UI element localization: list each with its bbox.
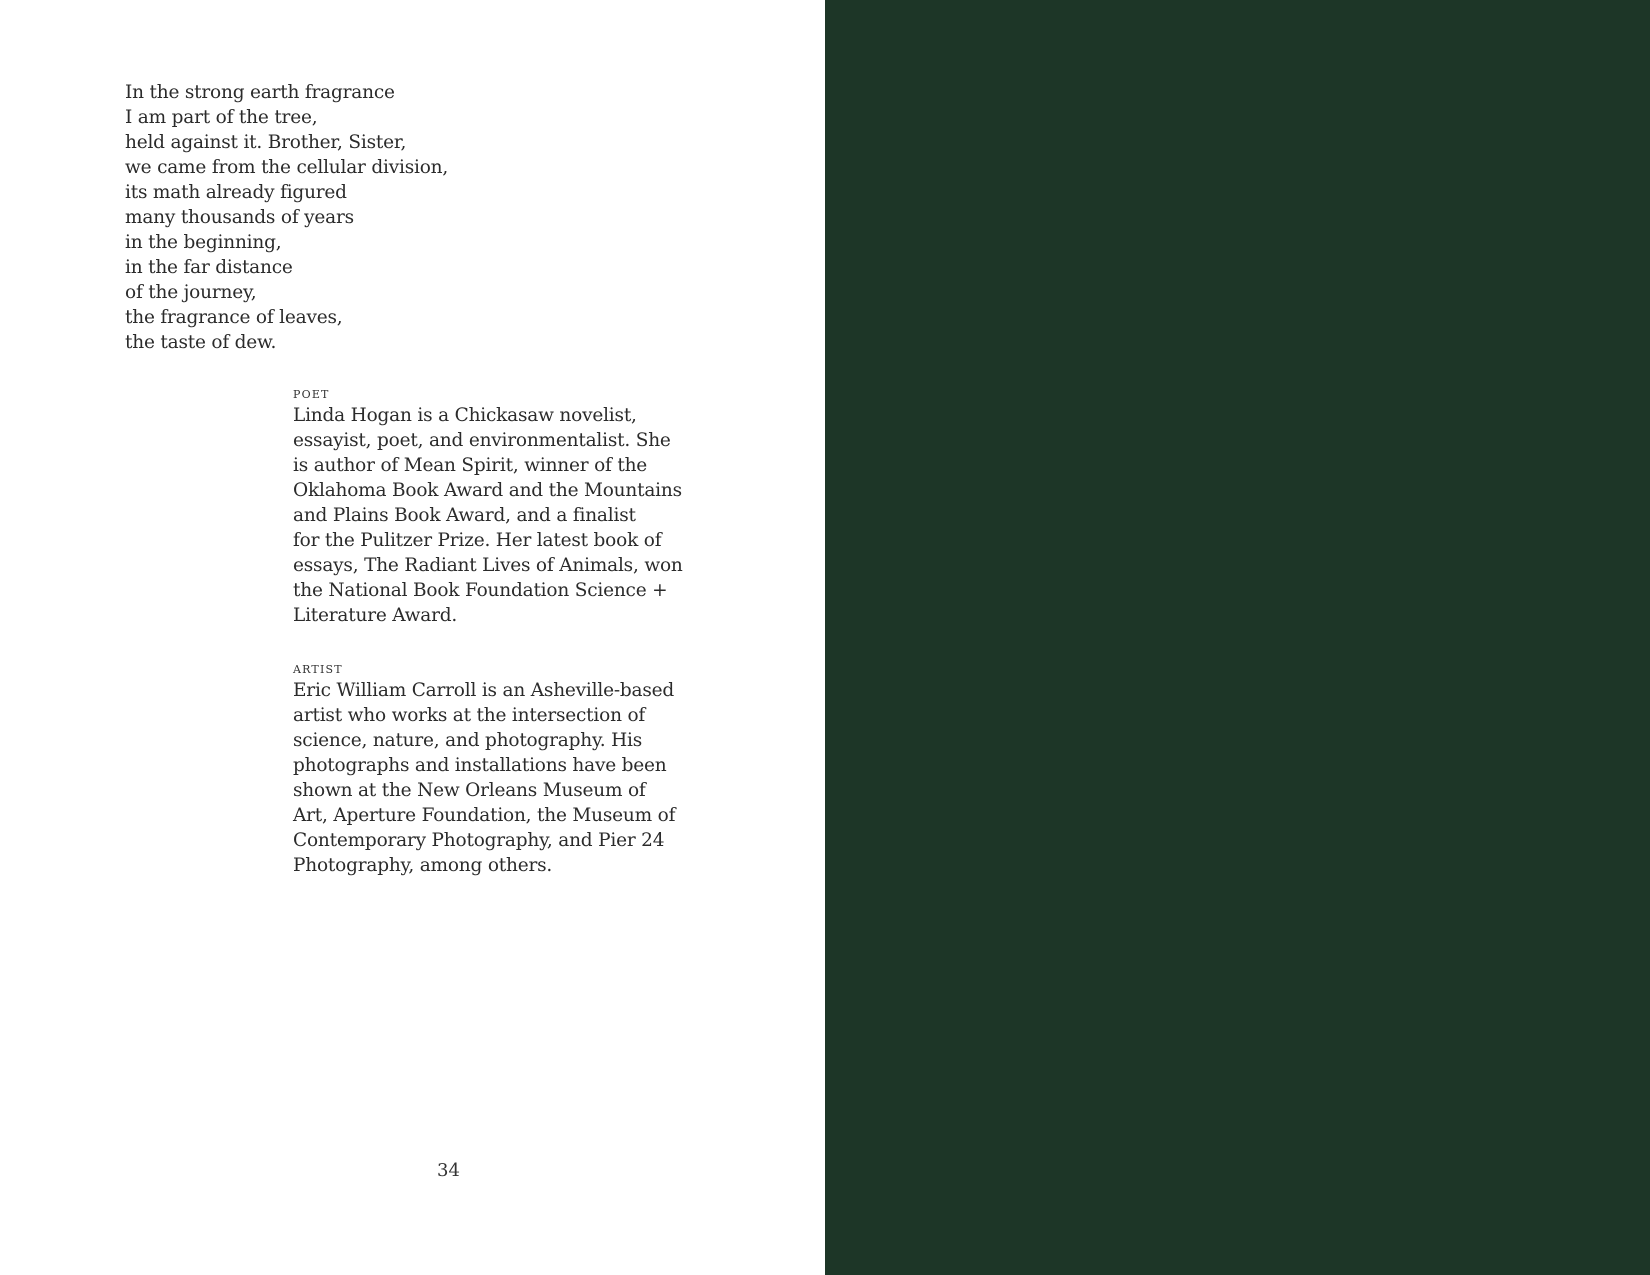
artist-bio-line: shown at the New Orleans Museum of [293, 780, 646, 801]
poet-bio-line: is author of Mean Spirit, winner of the [293, 455, 648, 476]
poem-line: In the strong earth fragrance [125, 82, 395, 103]
poet-heading: poet [293, 384, 330, 402]
artist-bio-line: Art, Aperture Foundation, the Museum of [293, 805, 676, 826]
poem-line: we came from the cellular division, [125, 157, 449, 178]
poet-bio-line: for the Pulitzer Prize. Her latest book of [293, 530, 662, 551]
poet-bio-line: essays, The Radiant Lives of Animals, won [293, 555, 683, 576]
poet-bio-line: Linda Hogan is a Chickasaw novelist, [293, 405, 637, 426]
poet-bio-line: Oklahoma Book Award and the Mountains [293, 480, 682, 501]
poet-bio-line: essayist, poet, and environmentalist. She [293, 430, 671, 451]
poet-bio-line: and Plains Book Award, and a finalist [293, 505, 636, 526]
poem-line: many thousands of years [125, 207, 354, 228]
artist-bio-line: photographs and installations have been [293, 755, 667, 776]
poet-bio [293, 383, 713, 628]
artist-bio-line: Contemporary Photography, and Pier 24 [293, 830, 665, 851]
poem [125, 80, 448, 355]
poem-line: held against it. Brother, Sister, [125, 132, 407, 153]
page-number: 34 [437, 1160, 460, 1181]
poem-line: the fragrance of leaves, [125, 307, 343, 328]
poem-line: of the journey, [125, 282, 257, 303]
artist-heading: artist [293, 659, 343, 677]
poem-line: in the far distance [125, 257, 293, 278]
poem-line: I am part of the tree, [125, 107, 318, 128]
poet-bio-line: the National Book Foundation Science + [293, 580, 668, 601]
facing-page-green-panel [825, 0, 1650, 1275]
artist-bio-line: science, nature, and photography. His [293, 730, 643, 751]
poet-bio-line: Literature Award. [293, 605, 458, 626]
poem-line: in the beginning, [125, 232, 282, 253]
artist-bio [293, 658, 713, 878]
artist-bio-line: Photography, among others. [293, 855, 553, 876]
poem-line: the taste of dew. [125, 332, 277, 353]
artist-bio-line: artist who works at the intersection of [293, 705, 646, 726]
poem-line: its math already figured [125, 182, 347, 203]
artist-bio-line: Eric William Carroll is an Asheville-based [293, 680, 675, 701]
